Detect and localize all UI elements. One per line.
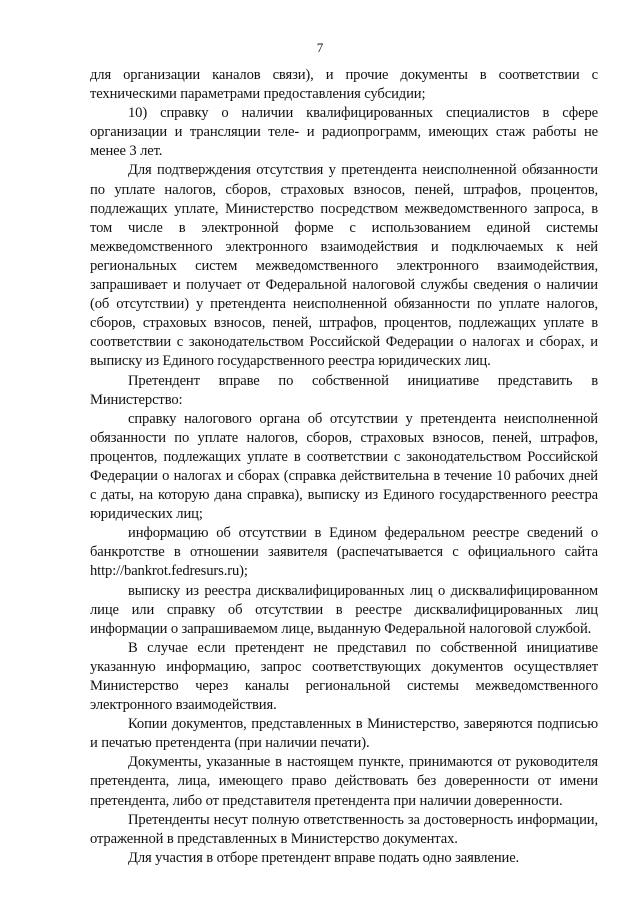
paragraph-document-acceptance: Документы, указанные в настоящем пункте, принимаются от руководителя претендента, лица, имеющего право действовать без доверенности от имени претендента, либо от представителя претендента при наличии доверенности. [90, 754, 598, 809]
paragraph-disqualified-registry: выписку из реестра дисквалифицированных лиц о дисквалифицированном лице или справку об отсутствии в реестре дисквалифицированных лиц информации о запрашиваемом лице, выданную Федеральной налоговой службой. [90, 582, 598, 637]
paragraph-bankruptcy-info: информацию об отсутствии в Едином федеральном реестре сведений о банкротстве в отношении заявителя (распечатывается с официального сайта http://bankrot.fedresurs.ru); [90, 525, 598, 580]
paragraph-tax-confirmation: Для подтверждения отсутствия у претендента неисполненной обязанности по уплате налогов, сборов, страховых взносов, пеней, штрафов, процентов, подлежащих уплате, Министерство посредством межведомственного запроса, в том числе в электронной форме с использованием единой системы межведомственного электронного взаимодействия и подключаемых к ней региональных систем межведомственного электронного взаимодействия, запрашивает и получает от Федеральной налоговой службы сведения о наличии (об отсутствии) у претендента неисполненной обязанности по уплате налогов, сборов, страховых взносов, пеней, штрафов, процентов, подлежащих уплате в соответствии с законодательством Российской Федерации о налогах и сборах, и выписку из Единого государственного реестра юридических лиц. [90, 162, 598, 370]
document-body [90, 66, 598, 868]
paragraph-own-initiative: Претендент вправе по собственной инициативе представить в Министерство: [90, 372, 598, 408]
paragraph-interagency-request: В случае если претендент не представил по собственной инициативе указанную информацию, запрос соответствующих документов осуществляет Министерство через каналы региональной системы межведомственного электронного взаимодействия. [90, 639, 598, 714]
paragraph-responsibility: Претенденты несут полную ответственность за достоверность информации, отраженной в представленных в Министерство документах. [90, 811, 598, 847]
paragraph-continuation: для организации каналов связи), и прочие документы в соответствии с техническими параметрами предоставления субсидии; [90, 67, 598, 103]
paragraph-single-application: Для участия в отборе претендент вправе подать одно заявление. [128, 849, 520, 866]
paragraph-document-copies: Копии документов, представленных в Министерство, заверяются подписью и печатью претендента (при наличии печати). [90, 716, 598, 752]
paragraph-item-10: 10) справку о наличии квалифицированных специалистов в сфере организации и трансляции теле- и радиопрограмм, имеющих стаж работы не менее 3 лет. [90, 105, 598, 160]
paragraph-tax-certificate: справку налогового органа об отсутствии у претендента неисполненной обязанности по уплате налогов, сборов, страховых взносов, пеней, штрафов, процентов, подлежащих уплате в соответствии с законодательством Российской Федерации о налогах и сборах (справка действительна в течение 10 рабочих дней с даты, на которую дана справка), выписку из Единого государственного реестра юридических лиц; [90, 410, 598, 523]
page-number: 7 [316, 40, 324, 55]
